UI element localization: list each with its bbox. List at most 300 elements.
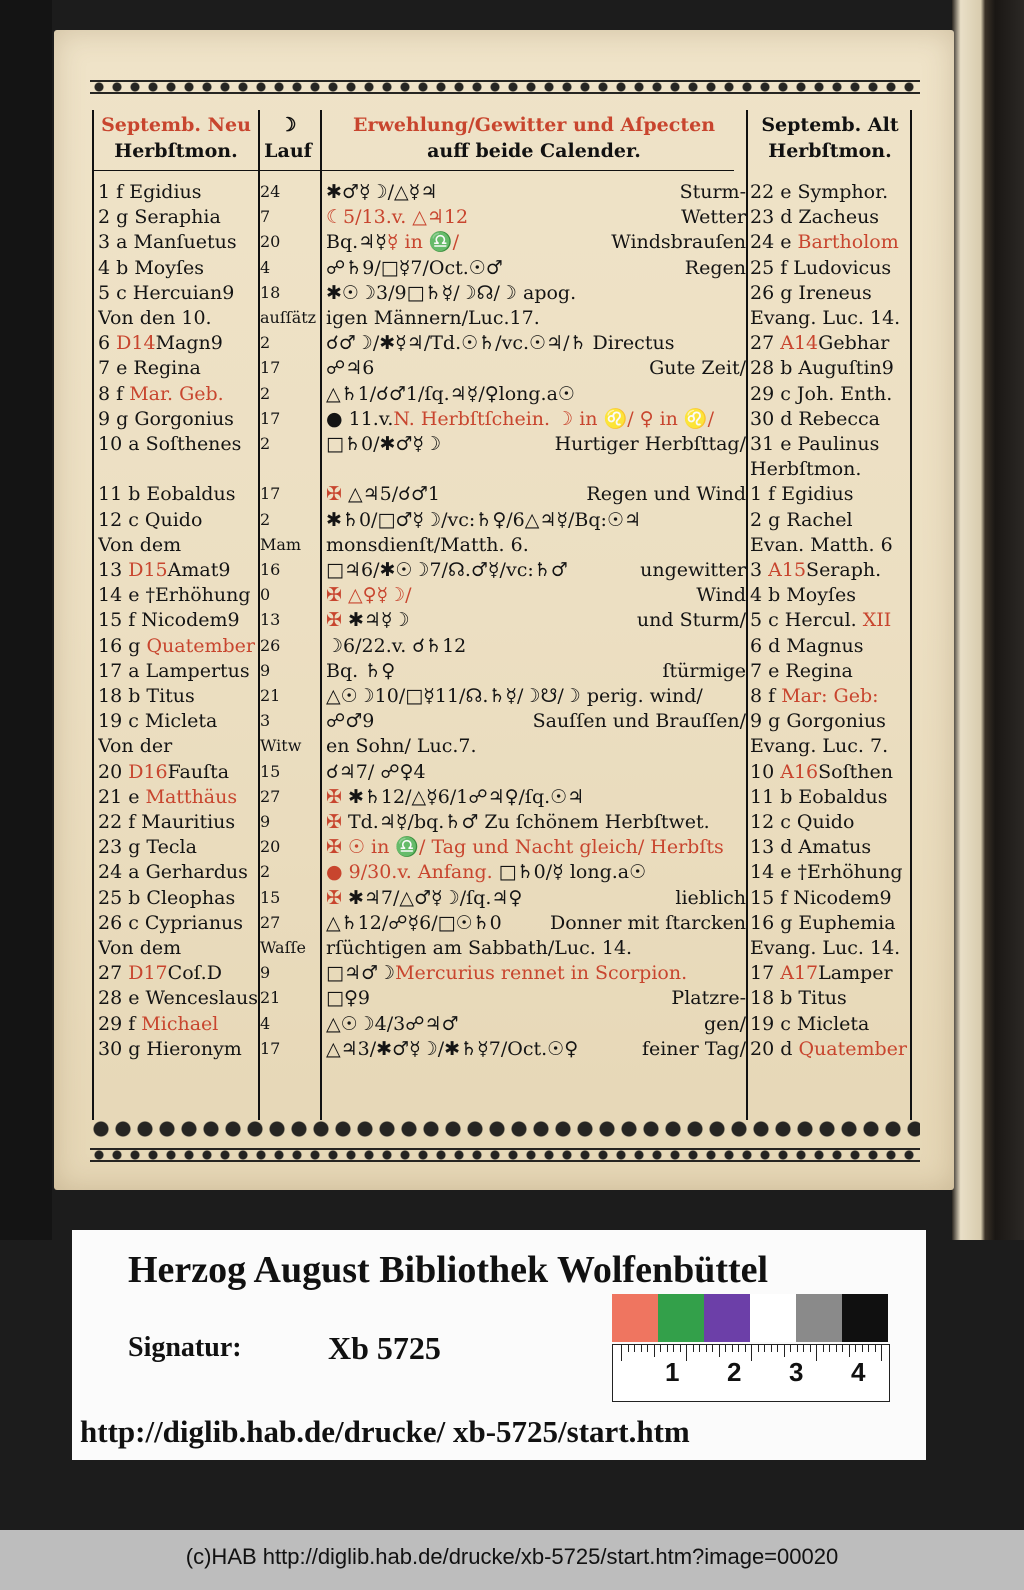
old-calendar-day [750,936,910,961]
ruler-tick [706,1345,707,1352]
aspects-cell [326,180,746,205]
weather-text: Donner mit ſtarcken [550,911,746,934]
aspects-text: □♃♂☽ [326,962,396,985]
ruler-number: 1 [665,1357,680,1387]
ruler-tick [654,1345,655,1357]
weather-text: Gute Zeit/ [649,357,746,380]
ruler-tick [673,1345,674,1352]
moon-course: 17 [260,358,281,378]
old-calendar-day [750,331,910,356]
old-day-text: Evang. Luc. 14. [750,937,901,959]
table-row [54,659,954,684]
aspects-red-text: ✠ △♀☿☽/ [326,584,412,607]
moon-course: 3 [260,711,271,731]
header-col4 [748,112,912,164]
library-label [72,1230,926,1460]
aspects-text: △☉☽4/3☍♃♂ [326,1012,459,1035]
day-text: 11 b Eobaldus [98,483,236,506]
table-row [54,482,954,507]
ruler-tick [745,1345,746,1352]
aspects-cell [326,634,746,659]
table-row [54,608,954,633]
moon-course: 16 [260,560,281,579]
aspects-red-text: ✠ [326,483,348,506]
ruler-tick [699,1345,700,1352]
new-calendar-day [98,205,260,230]
day-text: 3 a Manſuetus [98,231,237,254]
old-day-text: 2 g Rachel [750,508,853,531]
header-col1 [96,112,256,164]
header-col2-moon: ☽ [279,114,297,136]
old-day-text: 29 c Joh. Enth. [750,382,893,405]
old-day-text: 10 [750,760,775,783]
table-row [54,583,954,608]
ornamental-border-bottom-b [90,1144,920,1166]
day-text: 20 [98,760,123,783]
aspects-text-after: ✱♃7/△♂☿☽/ſq.♃♀ [347,886,523,909]
old-calendar-day [750,659,910,684]
ornamental-border-bottom-a [90,1118,920,1140]
aspects-text: □♃6/✱☉☽7/☊.♂☿/vc:♄♂ [326,559,568,581]
day-text: 22 f Mauritius [98,811,236,833]
moon-course: Waſſe [260,938,306,957]
old-calendar-day [750,709,910,734]
ruler-tick [823,1345,824,1352]
new-calendar-day [98,281,260,306]
day-text: 21 e [98,785,140,808]
day-red-text: D16 [128,760,168,783]
day-text-after: Magn9 [155,332,223,355]
ruler-tick [790,1345,791,1352]
moon-course: Witw [260,736,302,756]
ruler-tick [732,1345,733,1352]
table-row [54,356,954,381]
aspects-red-text: ✠ [326,811,348,833]
day-text: 27 [98,962,123,985]
old-calendar-day [750,911,910,936]
aspects-red-text: Mercurius rennet in Scorpion. [395,962,688,985]
table-row [54,709,954,734]
day-text: 13 [98,559,123,581]
header-col1-month: Septemb. [101,114,202,136]
day-text: 29 f [98,1012,136,1035]
day-text-after: Amat9 [167,559,231,581]
new-calendar-day [98,432,260,457]
aspects-cell [326,508,746,533]
aspects-red-text: ☿ in ♎/ [386,231,459,254]
moon-course: 24 [260,182,281,201]
aspects-text: △♄1/☌♂1/ſq.♃☿/♀long.a☉ [326,382,575,405]
table-row [54,1012,954,1037]
ruler-tick [829,1345,830,1352]
ornamental-border-top [90,76,920,98]
aspects-text: □♄0/✱♂☿☽ [326,433,442,455]
old-calendar-day [750,583,910,608]
aspects-cell [326,306,746,331]
day-text: 17 a Lampertus [98,659,250,682]
weather-text: Regen [684,256,746,279]
new-calendar-day [98,558,260,583]
header-col2-lauf: Lauf [264,140,312,162]
moon-course: 17 [260,1038,281,1058]
moon-course: 17 [260,408,281,428]
ruler-tick [719,1345,720,1357]
color-calibration-bar [612,1294,888,1342]
moon-course: 21 [260,988,281,1008]
aspects-cell [326,835,746,860]
old-day-text: 15 f Nicodem9 [750,886,892,909]
header-col1-name: Herbſtmon. [114,140,238,162]
old-day-text: 13 d Amatus [750,836,872,859]
ruler-tick [634,1345,635,1352]
new-calendar-day [98,961,260,986]
weather-text: Regen und Wind [586,483,746,506]
label-url[interactable]: http://diglib.hab.de/drucke/ xb-5725/start.htm [80,1414,690,1449]
new-calendar-day [98,533,260,558]
moon-course: 0 [260,585,271,605]
weather-text: ungewitter [640,559,746,581]
old-calendar-day [750,256,910,281]
old-day-text: 9 g Gorgonius [750,710,886,733]
aspects-text: ☍♃6 [326,357,375,380]
day-text: 5 c Hercuian9 [98,281,235,304]
old-day-text: 23 d Zacheus [750,206,880,229]
moon-course: 21 [260,686,281,705]
ruler-tick [712,1345,713,1352]
old-day-text: Evang. Luc. 7. [750,735,889,758]
old-day-red-text: XII [862,609,892,632]
old-day-text: Evang. Luc. 14. [750,307,901,329]
table-row [54,684,954,709]
aspects-cell [326,810,746,835]
day-text: 8 f [98,382,124,405]
aspects-text-after: ✱♄12/△☿6/1☍♃♀/ſq.☉♃ [347,785,585,808]
ruler-tick [771,1345,772,1352]
day-red-text: Matthäus [145,785,238,808]
old-day-text: 8 f [750,685,776,707]
old-day-text: 16 g Euphemia [750,911,896,934]
weather-text: Wetter [681,206,746,229]
old-calendar-day [750,1012,910,1037]
old-day-text: 31 e Paulinus [750,433,880,455]
new-calendar-day [98,482,260,507]
ruler-tick [738,1345,739,1352]
day-red-text: Mar. Geb. [129,382,224,405]
aspects-text: rſüchtigen am Sabbath/Luc. 14. [326,937,633,959]
aspects-text-after: Td.♃☿/bq.♄♂ Zu ſchönem Herbſtwet. [347,811,710,833]
day-red-text: Michael [141,1012,219,1035]
header-col4-month: Septemb. Alt [761,114,899,136]
new-calendar-day [98,709,260,734]
new-calendar-day [98,760,260,785]
aspects-cell [326,734,746,759]
moon-course: auſſätz [260,308,317,327]
new-calendar-day [98,1012,260,1037]
table-row [54,634,954,659]
old-day-text: 27 [750,332,775,355]
new-calendar-day [98,684,260,709]
old-day-text: 25 f Ludovicus [750,256,892,279]
old-calendar-day [750,180,910,205]
old-calendar-day [750,432,910,457]
day-text: 28 e Wenceslaus [98,987,258,1010]
weather-text: ſtürmige [662,659,746,682]
aspects-cell [326,256,746,281]
table-row [54,760,954,785]
aspects-cell [326,230,746,255]
ruler-tick [777,1345,778,1352]
old-day-red-text: Mar: Geb: [781,685,879,707]
table-row [54,734,954,759]
old-calendar-day [750,533,910,558]
new-calendar-day [98,382,260,407]
day-text: 25 b Cleophas [98,886,236,909]
old-calendar-day [750,281,910,306]
header-col2 [258,112,318,164]
new-calendar-day [98,860,260,885]
aspects-red-text: ✠ [326,785,348,808]
old-calendar-day [750,230,910,255]
aspects-text: ☌♃7/ ☍♀4 [326,760,426,783]
day-text: 19 c Micleta [98,710,218,733]
aspects-red-text: N. Herbſtſchein. ☽ in ♌/ ♀ in ♌/ [393,407,714,430]
ruler-number: 2 [727,1357,742,1387]
table-row [54,205,954,230]
aspects-text: ☍♄9/□☿7/Oct.☉♂ [326,256,503,279]
aspects-cell [326,936,746,961]
aspects-red-text: ● 9/30.v. Anfang. [326,861,493,884]
aspects-text-after: ✱♃☿☽ [347,609,410,632]
book-right-edge [952,0,1024,1240]
ruler-tick [680,1345,681,1352]
moon-course: 26 [260,635,281,655]
aspects-cell [326,558,746,583]
day-text: 24 a Gerhardus [98,861,248,884]
library-title: Herzog August Bibliothek Wolfenbüttel [128,1249,769,1291]
new-calendar-day [98,886,260,911]
ruler-tick [647,1345,648,1352]
ruler-tick [842,1345,843,1352]
new-calendar-day [98,835,260,860]
new-calendar-day [98,608,260,633]
new-calendar-day [98,180,260,205]
table-row [54,1037,954,1062]
old-day-red-text: A14 [780,332,819,355]
old-calendar-day [750,508,910,533]
aspects-cell [326,482,746,507]
table-row [54,911,954,936]
new-calendar-day [98,659,260,684]
aspects-text: □♀9 [326,987,370,1010]
moon-course: 9 [260,963,271,983]
color-swatch [842,1294,888,1342]
aspects-text: ✱♂☿☽/△☿♃ [326,181,438,203]
aspects-text: △♃3/✱♂☿☽/✱♄☿7/Oct.☉♀ [326,1037,579,1060]
old-calendar-day [750,760,910,785]
moon-course: 18 [260,282,281,302]
header-col4-name: Herbſtmon. [768,140,892,162]
scan-left-edge [0,0,52,1240]
day-text-after: Coſ.D [167,962,222,985]
table-row [54,180,954,205]
aspects-cell [326,583,746,608]
day-text: 10 a Soſthenes [98,433,242,455]
old-calendar-day [750,961,910,986]
old-calendar-day [750,810,910,835]
aspects-text: ✱♄0/□♂☿☽/vc:♄♀/6△♃☿/Bq:☉♃ [326,508,642,531]
old-calendar-day [750,482,910,507]
old-day-text-after: Soſthen [818,760,893,783]
table-row [54,432,954,457]
aspects-text: monsdienſt/Matth. 6. [326,533,529,556]
weather-text: Wind [696,584,746,607]
new-calendar-day [98,331,260,356]
old-calendar-day [750,608,910,633]
old-day-text: 28 b Auguſtin9 [750,357,894,380]
aspects-text: ☍♂9 [326,710,375,733]
day-text: 30 g Hieronym [98,1037,242,1060]
footer-copyright: (c)HAB http://diglib.hab.de/drucke/xb-5725/start.htm?image=00020 [185,1544,839,1569]
color-swatch [750,1294,796,1342]
aspects-text: ● 11.v. [326,407,394,430]
aspects-red-text: ✠ [326,886,348,909]
moon-course: 13 [260,610,281,630]
new-calendar-day [98,230,260,255]
moon-course: 9 [260,812,271,831]
aspects-red-text: ✠ [326,609,348,632]
aspects-text: Bq. ♄♀ [326,659,396,682]
ruler-tick [803,1345,804,1352]
header-col1-new: Neu [207,114,251,136]
aspects-cell [326,331,746,356]
new-calendar-day [98,634,260,659]
aspects-cell [326,407,746,432]
ruler-tick [855,1345,856,1352]
weather-text: Windsbrauſen [611,231,746,254]
day-text: Von dem [98,937,182,959]
day-text: 23 g Tecla [98,836,197,859]
old-day-text-after: Seraph. [806,559,882,581]
header-rule [94,170,734,171]
old-calendar-day [750,205,910,230]
new-calendar-day [98,1037,260,1062]
header-col3-subtitle: auff beide Calender. [427,140,641,162]
day-text: 6 [98,332,111,355]
day-red-text: D14 [116,332,156,355]
aspects-cell [326,760,746,785]
ruler-tick [686,1345,687,1361]
aspects-cell [326,382,746,407]
color-swatch [704,1294,750,1342]
moon-course: 20 [260,232,281,252]
aspects-text: Bq.♃☿ [326,231,387,254]
weather-text: und Sturm/ [636,609,746,632]
ruler-tick [881,1345,882,1361]
aspects-text: ☌♂☽/✱☿♃/Td.☉♄/vc.☉♃/♄ Directus [326,332,675,355]
aspects-cell [326,659,746,684]
day-text: 15 f Nicodem9 [98,609,240,632]
aspects-cell [326,281,746,306]
old-day-red-text: A16 [780,760,819,783]
aspects-cell [326,785,746,810]
aspects-text-after: △♃5/☌♂1 [347,483,440,506]
moon-course: 7 [260,207,271,227]
moon-course: 20 [260,837,281,857]
moon-course: 27 [260,912,281,932]
moon-course: 2 [260,333,271,353]
day-text: 14 e †Erhöhung [98,584,251,607]
old-day-text: 24 e [750,231,792,254]
aspects-text: ✱☉☽3/9□♄☿/☽☊/☽ apog. [326,281,577,304]
table-row [54,457,954,482]
aspects-text: igen Männern/Luc.17. [326,307,540,329]
aspects-cell [326,986,746,1011]
new-calendar-day [98,785,260,810]
aspects-text: △♄12/☍☿6/□☉♄0 [326,911,502,934]
old-calendar-day [750,886,910,911]
old-day-text: 5 c Hercul. [750,609,857,632]
new-calendar-day [98,936,260,961]
old-day-text: 7 e Regina [750,659,853,682]
new-calendar-day [98,986,260,1011]
color-swatch [612,1294,658,1342]
ruler-tick [758,1345,759,1352]
day-red-text: D17 [128,962,168,985]
ruler-tick [797,1345,798,1352]
ruler-tick [667,1345,668,1352]
old-day-text: 18 b Titus [750,987,847,1010]
weather-text: Platzre- [671,987,746,1010]
day-text: Von der [98,735,173,758]
ruler-tick [836,1345,837,1352]
old-calendar-day [750,306,910,331]
table-row [54,256,954,281]
old-calendar-day [750,785,910,810]
moon-course: 2 [260,383,271,403]
aspects-text: ☽6/22.v. ☌♄12 [326,634,467,657]
day-text: 26 c Cyprianus [98,911,244,934]
moon-course: Mam [260,534,302,554]
day-red-text: Quatember [146,634,255,657]
old-calendar-day [750,734,910,759]
old-calendar-day [750,860,910,885]
moon-course: 2 [260,509,271,529]
moon-course: 4 [260,1013,271,1033]
day-text: Von dem [98,533,182,556]
new-calendar-day [98,256,260,281]
old-calendar-day [750,634,910,659]
table-row [54,936,954,961]
ruler-tick [751,1345,752,1361]
aspects-text: en Sohn/ Luc.7. [326,735,477,758]
weather-text: feiner Tag/ [641,1037,746,1060]
moon-course: 15 [260,761,281,781]
day-red-text: D15 [128,559,168,581]
old-day-red-text: Quatember [798,1037,907,1060]
aspects-cell [326,860,746,885]
weather-text: Sturm- [679,181,746,203]
color-swatch [796,1294,842,1342]
aspects-cell [326,961,746,986]
table-row [54,382,954,407]
table-row [54,306,954,331]
table-row [54,558,954,583]
table-row [54,331,954,356]
old-day-text: 17 [750,962,775,985]
day-text: 18 b Titus [98,685,195,707]
moon-course: 2 [260,862,271,882]
old-day-red-text: A17 [780,962,819,985]
